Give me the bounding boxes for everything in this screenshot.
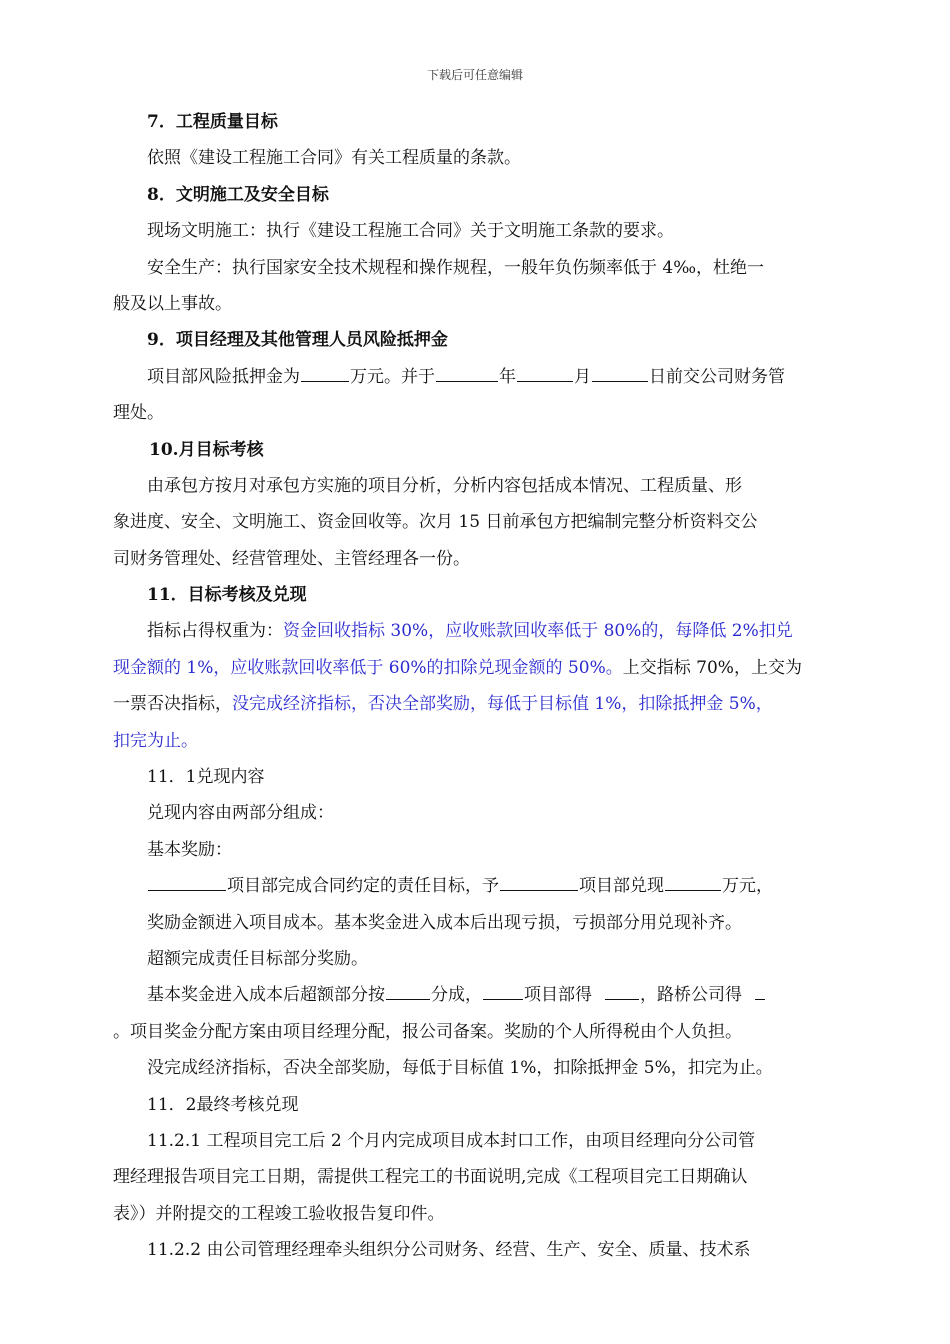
s11-l1-highlight: 资金回收指标 30%，应收账款回收率低于 80%的，每降低 2%扣兑	[283, 621, 793, 642]
s11-1-l6-c: 项目部得	[524, 985, 592, 1006]
deposit-amount-blank	[301, 364, 349, 382]
section-11-2-p1-line-3: 表》）并附提交的工程竣工验收报告复印件。	[113, 1203, 445, 1224]
section-10-line-2: 象进度、安全、文明施工、资金回收等。次月 15 日前承包方把编制完整分析资料交公	[113, 512, 758, 533]
section-11-2-p1-line-2: 理经理报告项目完工日期，需提供工程完工的书面说明,完成《工程项目完工日期确认	[113, 1167, 748, 1188]
section-11-1-line-8: 没完成经济指标，否决全部奖励，每低于目标值 1%，扣除抵押金 5%，扣完为止。	[147, 1058, 773, 1079]
s11-l1-plain: 指标占得权重为：	[147, 621, 283, 642]
day-blank	[592, 364, 648, 382]
section-10-line-3: 司财务管理处、经营管理处、主管经理各一份。	[113, 548, 470, 569]
section-9-line-1	[113, 359, 843, 395]
section-9-line-2: 理处。	[113, 403, 164, 424]
s11-1-l6-d: ，路桥公司得	[640, 985, 742, 1006]
grantee-blank	[500, 873, 578, 891]
project-amount-blank	[605, 982, 639, 1000]
section-11-1-heading: 11．1兑现内容	[147, 767, 265, 788]
section-11-2-heading: 11．2最终考核兑现	[147, 1094, 299, 1115]
section-7-heading: 7．工程质量目标	[147, 112, 278, 132]
company-share-blank	[755, 982, 765, 1000]
responsible-party-blank	[148, 873, 226, 891]
project-share-blank	[483, 982, 523, 1000]
section-10-heading: 10.月目标考核	[149, 439, 264, 460]
split-ratio-blank	[386, 982, 430, 1000]
s9-part-4: 月	[574, 366, 591, 387]
section-11-1-line-1: 兑现内容由两部分组成：	[147, 803, 334, 824]
section-11-1-line-5: 超额完成责任目标部分奖励。	[147, 948, 368, 969]
section-7-text-content: 依照《建设工程施工合同》有关工程质量的条款。	[147, 148, 521, 169]
section-11-line-1	[113, 613, 843, 649]
s11-1-l6-a: 基本奖金进入成本后超额部分按	[147, 985, 385, 1006]
s11-l2-plain: 上交指标 70%，上交为	[622, 657, 802, 678]
section-11-1-line-7: 。项目奖金分配方案由项目经理分配，报公司备案。奖励的个人所得税由个人负担。	[113, 1021, 742, 1042]
s11-1-l6-b: 分成，	[431, 985, 482, 1006]
section-8-text-2-line-1: 安全生产：执行国家安全技术规程和操作规程，一般年负伤频率低于 4‰，杜绝一	[147, 257, 765, 278]
section-11-1-line-6	[113, 977, 843, 1013]
section-11-1-line-4: 奖励金额进入项目成本。基本奖金进入成本后出现亏损，亏损部分用兑现补齐。	[147, 912, 742, 933]
section-10-line-1: 由承包方按月对承包方实施的项目分析，分析内容包括成本情况、工程质量、形	[147, 475, 742, 496]
s9-part-5: 日前交公司财务管	[649, 366, 785, 387]
section-11-1-line-2: 基本奖励：	[147, 839, 232, 860]
section-11-2-p2-line-1: 11.2.2 由公司管理经理牵头组织分公司财务、经营、生产、安全、质量、技术系	[147, 1240, 751, 1261]
s11-l3-highlight: 没完成经济指标，否决全部奖励，每低于目标值 1%，扣除抵押金 5%，	[232, 694, 773, 715]
year-blank	[436, 364, 498, 382]
section-7-text	[113, 140, 843, 176]
section-8-text-2-line-2: 般及以上事故。	[113, 293, 232, 314]
s11-1-l3-a: 项目部完成合同约定的责任目标，予	[227, 876, 499, 897]
month-blank	[517, 364, 573, 382]
s9-part-1: 项目部风险抵押金为	[147, 366, 300, 387]
section-11-heading: 11．目标考核及兑现	[147, 585, 307, 606]
s11-l2-highlight: 现金额的 1%，应收账款回收率低于 60%的扣除兑现金额的 50%。	[113, 657, 623, 678]
section-11-1-line-3	[113, 868, 843, 904]
s11-1-l3-c: 万元，	[722, 876, 773, 897]
section-8-text-1: 现场文明施工：执行《建设工程施工合同》关于文明施工条款的要求。	[147, 221, 674, 242]
section-11-line-2	[113, 650, 843, 686]
page-header-note: 下载后可任意编辑	[426, 68, 523, 82]
document-body	[113, 104, 843, 1269]
s9-part-3: 年	[499, 366, 516, 387]
s11-1-l3-b: 项目部兑现	[579, 876, 664, 897]
s9-part-2: 万元。并于	[350, 366, 435, 387]
section-8-heading: 8．文明施工及安全目标	[147, 184, 329, 205]
reward-amount-blank	[665, 873, 721, 891]
section-11-line-4: 扣完为止。	[113, 730, 198, 751]
section-9-heading: 9．项目经理及其他管理人员风险抵押金	[147, 330, 448, 351]
section-11-line-3	[113, 686, 843, 722]
section-11-2-p1-line-1: 11.2.1 工程项目完工后 2 个月内完成项目成本封口工作，由项目经理向分公司管	[147, 1130, 756, 1151]
s11-l3-plain: 一票否决指标，	[113, 694, 232, 715]
